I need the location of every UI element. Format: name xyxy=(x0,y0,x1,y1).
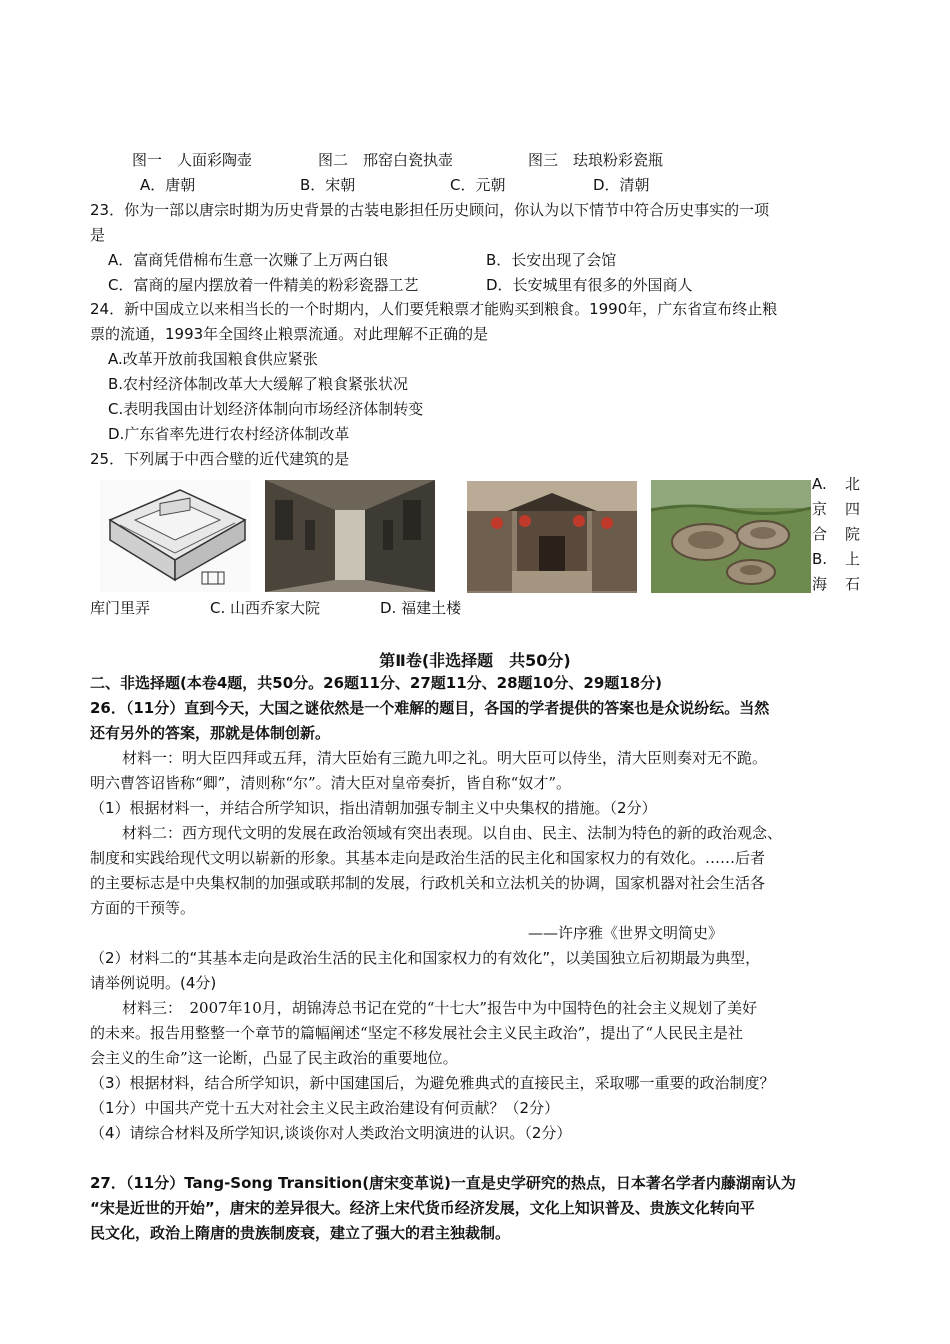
q23-stem: 23．你为一部以唐宗时期为历史背景的古装电影担任历史顾问，你认为以下情节中符合历史事实的一项 xyxy=(90,201,770,219)
q26-material-1: 材料一：明大臣四拜或五拜，清大臣始有三跪九叩之礼。明大臣可以侍坐，清大臣则奏对无不跪。 xyxy=(122,749,768,767)
q24-option-a: A.改革开放前我国粮食供应紧张 xyxy=(108,350,318,368)
section-2-heading: 二、非选择题(本卷4题，共50分。26题11分、27题11分、28题10分、29题18分) xyxy=(90,674,663,692)
q25-options-line: 库门里弄 C. 山西乔家大院 D. 福建土楼 xyxy=(90,599,462,617)
q23-option-c: C．富商的屋内摆放着一件精美的粉彩瓷器工艺 xyxy=(108,276,419,294)
q23-option-a: A．富商凭借棉布生意一次赚了上万两白银 xyxy=(108,251,389,269)
q22-option-d: D．清朝 xyxy=(593,176,650,194)
q26-material-2-source: ——许序雅《世界文明简史》 xyxy=(528,924,724,942)
q25-side-line-1: A. 北 xyxy=(812,475,860,493)
figure-caption-3: 图三 珐琅粉彩瓷瓶 xyxy=(528,151,664,169)
q25-side-line-2: 京 四 xyxy=(812,500,860,518)
q26-intro-cont: 还有另外的答案，那就是体制创新。 xyxy=(90,724,331,742)
fujian-tulou-image xyxy=(651,480,811,593)
q26-sub-question-2-cont: 请举例说明。(4分) xyxy=(90,974,217,992)
q25-side-line-4: B. 上 xyxy=(812,550,860,568)
figure-caption-1: 图一 人面彩陶壶 xyxy=(132,151,253,169)
q22-option-a: A．唐朝 xyxy=(140,176,196,194)
q27-intro: 27．（11分）Tang-Song Transition(唐宋变革说)一直是史学研究的热点，日本著名学者内藤湖南认为 xyxy=(90,1174,796,1192)
q24-option-d: D.广东省率先进行农村经济体制改革 xyxy=(108,425,350,443)
q26-intro: 26．（11分）直到今天，大国之谜依然是一个难解的题目，各国的学者提供的答案也是众说纷纭。当然 xyxy=(90,699,770,717)
q23-option-b: B．长安出现了会馆 xyxy=(486,251,617,269)
q24-option-c: C.表明我国由计划经济体制向市场经济体制转变 xyxy=(108,400,424,418)
siheyuan-sketch-image xyxy=(100,480,250,592)
section-2-title: 第Ⅱ卷(非选择题 共50分) xyxy=(379,651,571,670)
shikumen-alley-image xyxy=(265,480,435,592)
q27-intro-l2: “宋是近世的开始”，唐宋的差异很大。经济上宋代货币经济发展，文化上知识普及、贵族文化转向平 xyxy=(90,1199,755,1217)
q25-side-line-5: 海 石 xyxy=(812,575,860,593)
figure-caption-2: 图二 邢窑白瓷执壶 xyxy=(318,151,454,169)
q26-sub-question-3-cont: （1分）中国共产党十五大对社会主义民主政治建设有何贡献？（2分） xyxy=(90,1099,560,1117)
q26-sub-question-1: （1）根据材料一，并结合所学知识，指出清朝加强专制主义中央集权的措施。（2分） xyxy=(90,799,657,817)
q26-material-1-cont: 明六曹答诏皆称“卿”，清则称“尔”。清大臣对皇帝奏折，皆自称“奴才”。 xyxy=(90,774,572,792)
q26-material-2: 材料二：西方现代文明的发展在政治领域有突出表现。以自由、民主、法制为特色的新的政治观念、 xyxy=(122,824,783,842)
q22-option-c: C．元朝 xyxy=(450,176,506,194)
q23-stem-cont: 是 xyxy=(90,226,106,244)
q27-intro-l3: 民文化，政治上隋唐的贵族制废衰，建立了强大的君主独裁制。 xyxy=(90,1224,511,1242)
q26-material-2-l3: 的主要标志是中央集权制的加强或联邦制的发展，行政机关和立法机关的协调，国家机器对社会生活各 xyxy=(90,874,766,892)
q24-stem-cont: 票的流通，1993年全国终止粮票流通。对此理解不正确的是 xyxy=(90,325,489,343)
q26-material-3-l2: 的未来。报告用整整一个章节的篇幅阐述“坚定不移发展社会主义民主政治”，提出了“人民民主是社 xyxy=(90,1024,744,1042)
q26-material-2-l2: 制度和实践给现代文明以崭新的形象。其基本走向是政治生活的民主化和国家权力的有效化。……后者 xyxy=(90,849,766,867)
q23-option-d: D．长安城里有很多的外国商人 xyxy=(486,276,693,294)
q26-sub-question-3: （3）根据材料，结合所学知识，新中国建国后，为避免雅典式的直接民主，采取哪一重要的政治制度？ xyxy=(90,1074,775,1092)
q25-side-line-3: 合 院 xyxy=(812,525,860,543)
q24-option-b: B.农村经济体制改革大大缓解了粮食紧张状况 xyxy=(108,375,409,393)
q22-option-b: B．宋朝 xyxy=(300,176,356,194)
q26-material-3-l3: 会主义的生命”这一论断，凸显了民主政治的重要地位。 xyxy=(90,1049,458,1067)
q26-sub-question-4: （4）请综合材料及所学知识,谈谈你对人类政治文明演进的认识。（2分） xyxy=(90,1124,572,1142)
q25-stem: 25．下列属于中西合璧的近代建筑的是 xyxy=(90,450,350,468)
q24-stem: 24．新中国成立以来相当长的一个时期内，人们要凭粮票才能购买到粮食。1990年，广东省宣布终止粮 xyxy=(90,300,778,318)
q26-material-2-l4: 方面的干预等。 xyxy=(90,899,196,917)
q26-material-3: 材料三： 2007年10月，胡锦涛总书记在党的“十七大”报告中为中国特色的社会主义规划了美好 xyxy=(122,999,758,1017)
q26-sub-question-2: （2）材料二的“其基本走向是政治生活的民主化和国家权力的有效化”，以美国独立后初期最为典型， xyxy=(90,949,761,967)
qiao-family-compound-image xyxy=(467,481,637,593)
